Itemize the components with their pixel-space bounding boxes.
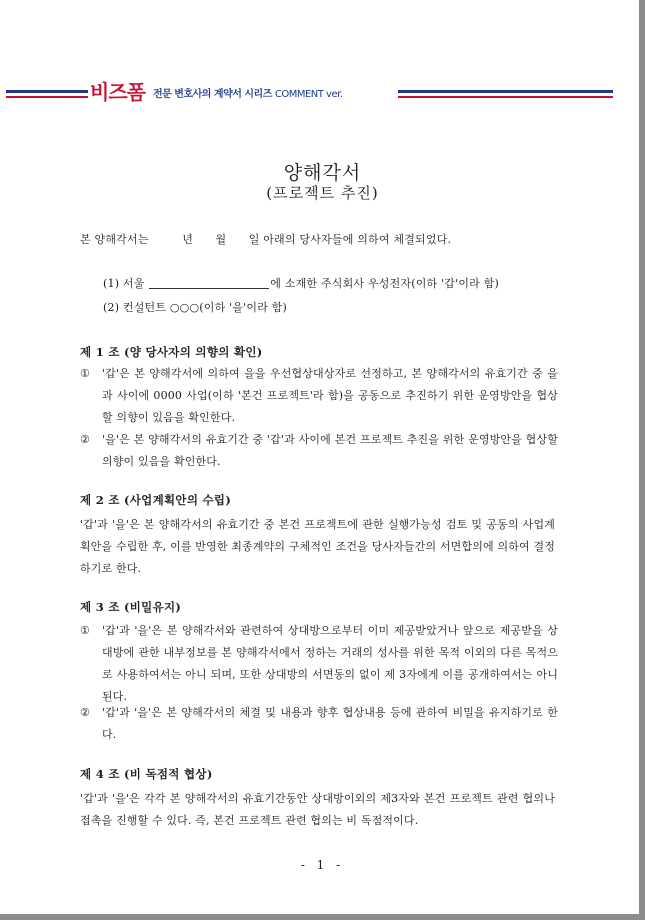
comment-version: COMMENT ver. — [274, 89, 343, 100]
address-blank — [149, 276, 269, 289]
article-3-item-1 — [80, 620, 558, 708]
party-1-suffix: 에 소재한 주식회사 우성전자(이하 '갑'이라 함) — [270, 277, 500, 290]
item-number: ① — [80, 624, 91, 637]
header-rule-left-red — [6, 96, 88, 98]
brand-logo: 비즈폼 — [90, 80, 145, 104]
article-2-body: '갑'과 '을'은 본 양해각서의 유효기간 중 본건 프로젝트에 관한 실행가능성 검토 및 공동의 사업계획안을 수립한 후, 이를 반영한 최종계약의 구체적인 조건을 당사자들간의 서면합의에 의하여 결정하기로 한다. — [80, 518, 555, 575]
article-1-item-1 — [80, 363, 558, 429]
header-rule-right-blue — [398, 90, 613, 93]
header-banner — [0, 78, 645, 106]
article-3-item-2 — [80, 702, 558, 746]
item-number: ② — [80, 433, 91, 446]
item-text: '갑'과 '을'은 본 양해각서의 체결 및 내용과 향후 협상내용 등에 관하여 비밀을 유지하기로 한다. — [102, 706, 558, 741]
document-title: 양해각서 — [283, 162, 362, 184]
intro-paragraph: 본 양해각서는 년 월 일 아래의 당사자들에 의하여 체결되었다. — [80, 233, 452, 246]
party-1-prefix: (1) 서울 — [103, 277, 145, 290]
series-title: 전문 변호사의 계약서 시리즈 — [153, 89, 272, 100]
article-1-heading: 제 1 조 (양 당사자의 의향의 확인) — [80, 345, 263, 359]
item-number: ② — [80, 706, 91, 719]
page-shadow-right — [639, 0, 645, 920]
item-text: '을'은 본 양해각서의 유효기간 중 '갑'과 사이에 본건 프로젝트 추진을 위한 운영방안을 협상할 의향이 있음을 확인한다. — [102, 433, 558, 468]
series-label — [153, 85, 343, 100]
document-subtitle: (프로젝트 추진) — [266, 184, 379, 202]
item-text: '갑'은 본 양해각서에 의하여 을을 우선협상대상자로 선정하고, 본 양해각서의 유효기간 중 을과 사이에 0000 사업(이하 '본건 프로젝트'라 함)을 공동으로 추진하기 위한 운영방안을 협상할 의향이 있음을 확인한다. — [102, 367, 558, 424]
page-number: - 1 - — [300, 858, 345, 872]
party-2: (2) 컨설턴트 ○○○(이하 '을'이라 함) — [103, 301, 288, 314]
page-shadow-bottom — [0, 914, 645, 920]
header-rule-right-red — [398, 96, 613, 98]
party-1 — [103, 273, 499, 295]
article-2-heading: 제 2 조 (사업계획안의 수립) — [80, 493, 232, 507]
article-1-item-2 — [80, 429, 558, 473]
article-4-body: '갑'과 '을'은 각각 본 양해각서의 유효기간동안 상대방이외의 제3자와 본건 프로젝트 관련 협의나 접촉을 진행할 수 있다. 즉, 본건 프로젝트 관련 협의는 비 독점적이다. — [80, 792, 555, 827]
header-rule-left-blue — [6, 90, 88, 93]
item-number: ① — [80, 367, 91, 380]
article-3-heading: 제 3 조 (비밀유지) — [80, 600, 182, 614]
item-text: '갑'과 '을'은 본 양해각서와 관련하여 상대방으로부터 이미 제공받았거나 앞으로 제공받을 상대방에 관한 내부정보를 본 양해각서에서 정하는 거래의 성사를 위한 목적 이외의 다른 목적으로 사용하여서는 아니 되며, 또한 상대방의 서면동의 없이 제 3자에게 이를 공개하여서는 아니 된다. — [102, 624, 558, 703]
article-4-heading: 제 4 조 (비 독점적 협상) — [80, 767, 213, 781]
